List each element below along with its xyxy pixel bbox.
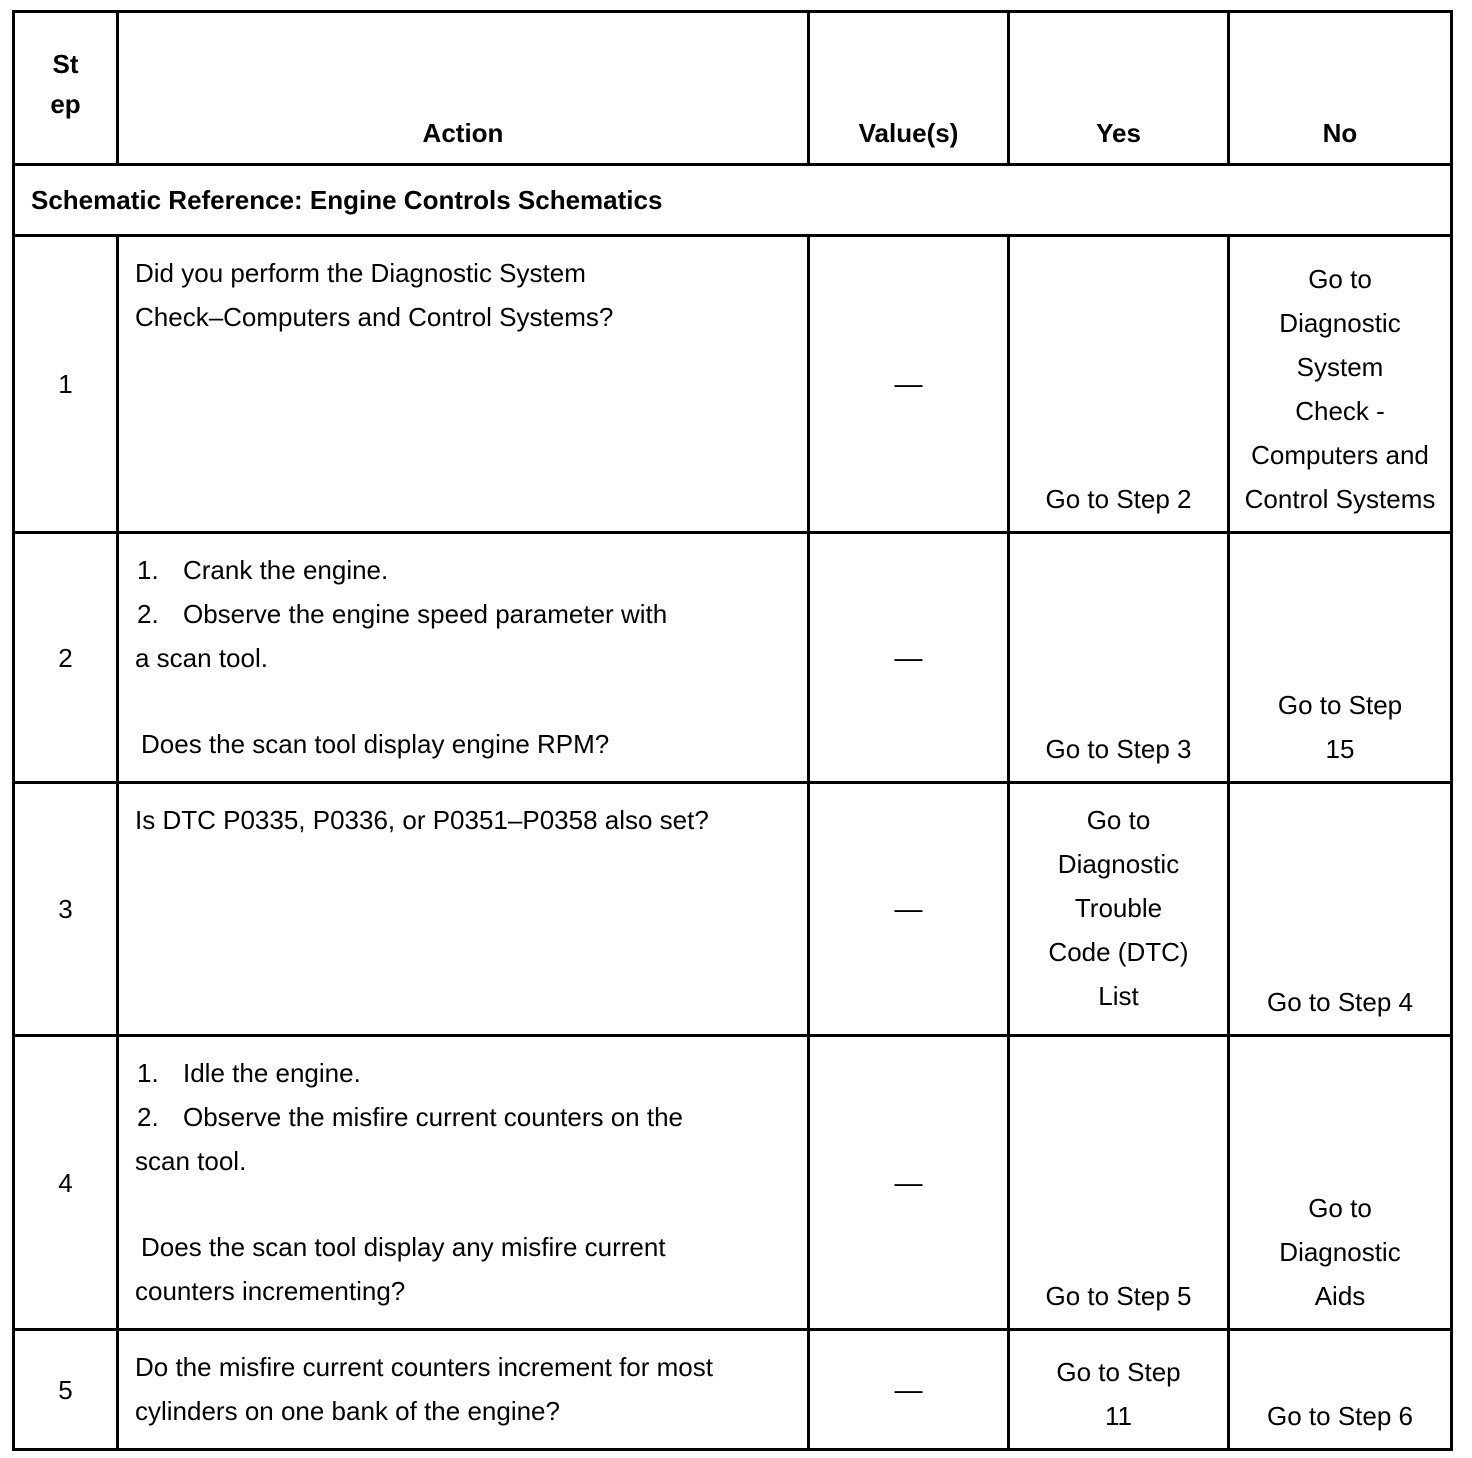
- step-number: 5: [14, 1330, 118, 1450]
- yes-text: Go to: [1086, 805, 1151, 835]
- yes-text: Trouble: [1074, 893, 1163, 923]
- action-text: Did you perform the Diagnostic System: [135, 258, 586, 288]
- no-cell: [1229, 533, 1452, 783]
- diagnostic-table: [12, 10, 1453, 1451]
- no-text: Diagnostic: [1279, 1237, 1401, 1267]
- step-number: 2: [14, 533, 118, 783]
- list-item: [135, 1095, 777, 1139]
- no-text: Diagnostic: [1279, 308, 1401, 338]
- action-cell: [118, 783, 809, 1036]
- value-cell: —: [809, 533, 1009, 783]
- yes-cell: Go to Step 3: [1009, 533, 1229, 783]
- yes-cell: [1009, 783, 1229, 1036]
- step-number: 1: [14, 236, 118, 533]
- action-cell: [118, 533, 809, 783]
- list-number: 2.: [137, 1102, 159, 1132]
- yes-text: 11: [1105, 1401, 1132, 1431]
- no-cell: Go to Step 4: [1229, 783, 1452, 1036]
- yes-text: Go to Step: [1056, 1357, 1181, 1387]
- header-step: [14, 12, 118, 165]
- no-text: Go to Step: [1277, 690, 1403, 720]
- value-cell: —: [809, 236, 1009, 533]
- list-number: 2.: [137, 599, 159, 629]
- yes-text: List: [1098, 981, 1139, 1011]
- action-text: Do the misfire current counters increment for most: [135, 1352, 713, 1382]
- no-text: Go to: [1308, 1193, 1372, 1223]
- header-no: No: [1229, 12, 1452, 165]
- list-text: Crank the engine.: [183, 555, 389, 585]
- no-cell: Go to Step 6: [1229, 1330, 1452, 1450]
- header-row: [14, 12, 1452, 165]
- yes-text: Diagnostic: [1057, 849, 1180, 879]
- question-text: Does the scan tool display any misfire current: [141, 1232, 666, 1262]
- action-text: Is DTC P0335, P0336, or P0351–P0358 also set?: [135, 805, 709, 835]
- header-action: Action: [118, 12, 809, 165]
- header-values: Value(s): [809, 12, 1009, 165]
- list-number: 1.: [137, 1058, 159, 1088]
- no-text: Go to: [1308, 264, 1372, 294]
- no-text: Aids: [1314, 1281, 1366, 1311]
- list-text: Observe the engine speed parameter with: [183, 599, 668, 629]
- no-text: System: [1296, 352, 1384, 382]
- yes-text: Code (DTC): [1048, 937, 1189, 967]
- value-cell: —: [809, 783, 1009, 1036]
- table-row: [14, 1330, 1452, 1450]
- yes-cell: Go to Step 5: [1009, 1036, 1229, 1330]
- value-cell: —: [809, 1330, 1009, 1450]
- step-number: 4: [14, 1036, 118, 1330]
- list-number: 1.: [137, 555, 159, 585]
- list-text: Observe the misfire current counters on the: [183, 1102, 684, 1132]
- list-item: [135, 592, 777, 636]
- section-row: [14, 165, 1452, 236]
- no-cell: [1229, 1036, 1452, 1330]
- header-step-line1: St: [52, 49, 79, 79]
- yes-cell: Go to Step 2: [1009, 236, 1229, 533]
- question-text: Does the scan tool display engine RPM?: [141, 729, 610, 759]
- yes-cell: [1009, 1330, 1229, 1450]
- action-text: cylinders on one bank of the engine?: [135, 1396, 560, 1426]
- no-text: Control Systems: [1244, 484, 1436, 514]
- list-item: [135, 1051, 777, 1095]
- list-item: [135, 548, 777, 592]
- action-text: Check–Computers and Control Systems?: [135, 302, 614, 332]
- no-text: Computers and: [1251, 440, 1429, 470]
- value-cell: —: [809, 1036, 1009, 1330]
- schematic-reference: Schematic Reference: Engine Controls Schematics: [14, 165, 1452, 236]
- no-text: Check -: [1295, 396, 1385, 426]
- action-cell: [118, 1036, 809, 1330]
- no-text: 15: [1325, 734, 1355, 764]
- list-text: Idle the engine.: [183, 1058, 361, 1088]
- header-yes: Yes: [1009, 12, 1229, 165]
- question-text: counters incrementing?: [135, 1276, 406, 1306]
- table-row: [14, 236, 1452, 533]
- list-continuation: a scan tool.: [135, 643, 268, 673]
- header-step-line2: ep: [50, 89, 81, 119]
- table-row: [14, 1036, 1452, 1330]
- table-row: [14, 783, 1452, 1036]
- table-row: [14, 533, 1452, 783]
- action-cell: [118, 1330, 809, 1450]
- action-cell: [118, 236, 809, 533]
- list-continuation: scan tool.: [135, 1146, 247, 1176]
- no-cell: [1229, 236, 1452, 533]
- step-number: 3: [14, 783, 118, 1036]
